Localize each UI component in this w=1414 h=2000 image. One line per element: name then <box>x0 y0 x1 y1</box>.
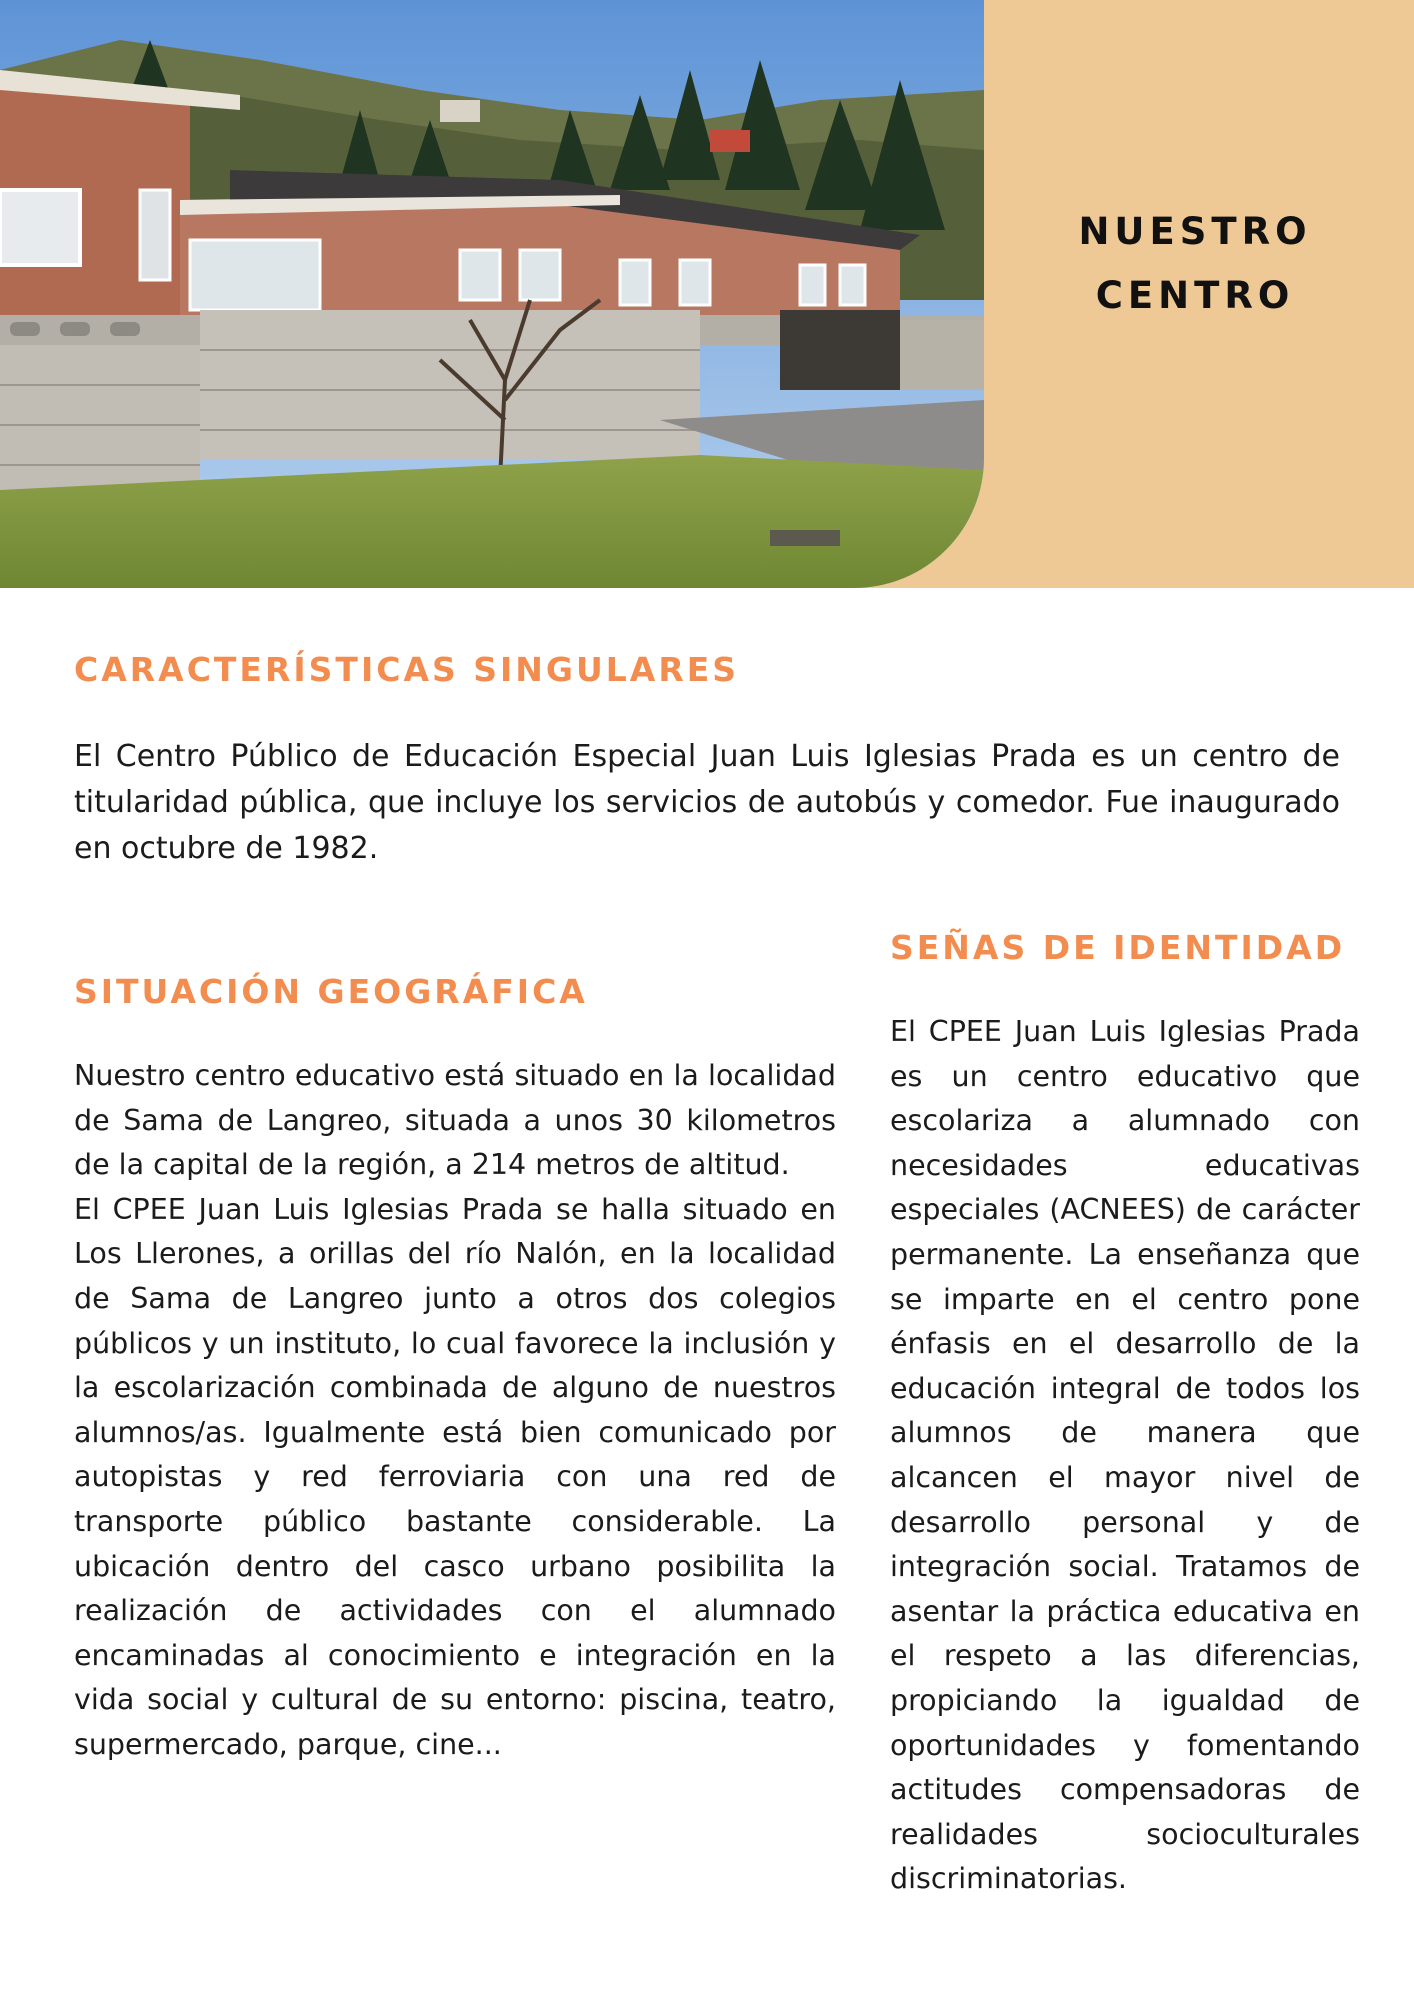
school-building-photo <box>0 0 984 588</box>
heading-caracteristicas: CARACTERÍSTICAS SINGULARES <box>74 650 740 689</box>
paragraph-situacion <box>74 1054 836 1768</box>
heading-situacion: SITUACIÓN GEOGRÁFICA <box>74 972 588 1011</box>
header-title-line2: CENTRO <box>1095 274 1295 317</box>
paragraph-situacion-1: Nuestro centro educativo está situado en la localidad de Sama de Langreo, situada a unos 30 kilometros de la capital de la región, a 214 metros de altitud. <box>74 1059 836 1182</box>
paragraph-identidad: El CPEE Juan Luis Iglesias Prada es un centro educativo que escolariza a alumnado con necesidades educativas especiales (ACNEES) de carácter permanente. La enseñanza que se imparte en el centro pone énfasis en el desarrollo de la educación integral de todos los alumnos de manera que alcancen el mayor nivel de desarrollo personal y de integración social. Tratamos de asentar la práctica educativa en el respeto a las diferencias, propiciando la igualdad de oportunidades y fomentando actitudes compensadoras de realidades socioculturales discriminatorias. <box>890 1015 1360 1896</box>
heading-identidad: SEÑAS DE IDENTIDAD <box>890 928 1346 967</box>
header-title <box>1000 200 1390 328</box>
paragraph-caracteristicas: El Centro Público de Educación Especial Juan Luis Iglesias Prada es un centro de titularidad pública, que incluye los servicios de autobús y comedor. Fue inaugurado en octubre de 1982. <box>74 739 1340 866</box>
header-band <box>0 0 1414 588</box>
paragraph-situacion-2: El CPEE Juan Luis Iglesias Prada se halla situado en Los Llerones, a orillas del río Nalón, en la localidad de Sama de Langreo junto a otros dos colegios públicos y un instituto, lo cual favorece la inclusión y la escolarización combinada de alguno de nuestros alumnos/as. Igualmente está bien comunicado por autopistas y red ferroviaria con una red de transporte público bastante considerable. La ubicación dentro del casco urbano posibilita la realización de actividades con el alumnado encaminadas al conocimiento e integración en la vida social y cultural de su entorno: piscina, teatro, supermercado, parque, cine... <box>74 1192 836 1761</box>
header-title-line1: NUESTRO <box>1078 210 1312 253</box>
